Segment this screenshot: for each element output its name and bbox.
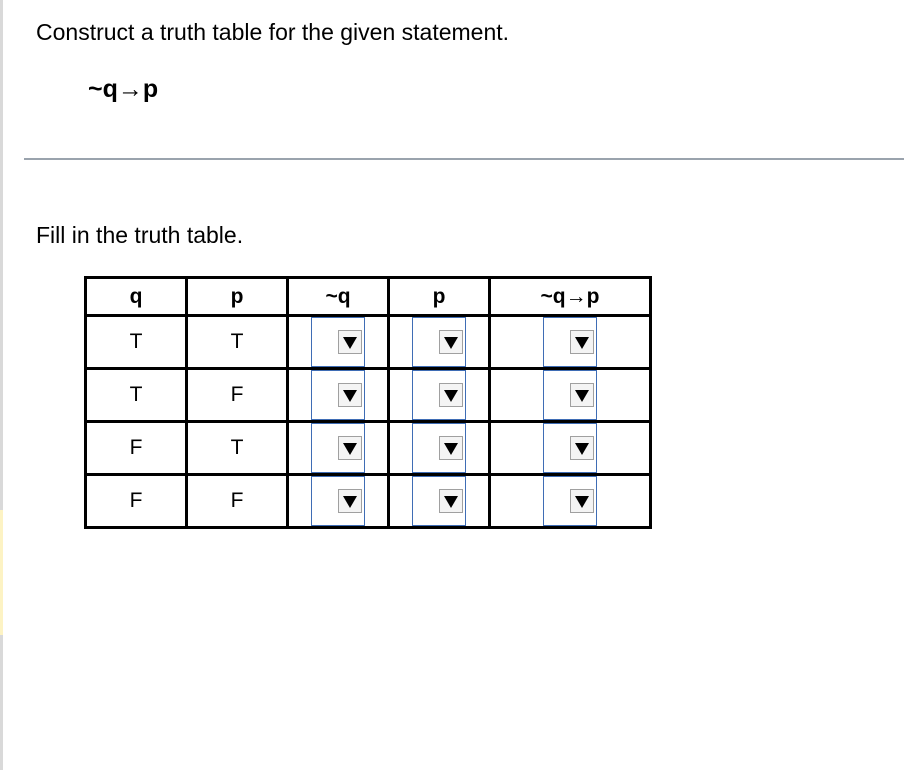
p-repeat-dropdown[interactable]: [412, 423, 466, 473]
left-border: [0, 0, 3, 770]
dropdown-arrow-icon[interactable]: [439, 330, 463, 354]
statement-result-cell: [490, 475, 651, 528]
statement-result-dropdown[interactable]: [543, 476, 597, 526]
header-p: p: [187, 278, 288, 316]
question-prompt: Construct a truth table for the given statement.: [36, 19, 510, 45]
header-p-repeat: p: [389, 278, 490, 316]
not-q-dropdown[interactable]: [311, 370, 365, 420]
logic-statement: ~q→p: [88, 75, 159, 103]
dropdown-arrow-icon[interactable]: [439, 489, 463, 513]
statement-result-cell: [490, 369, 651, 422]
cell-p: T: [187, 316, 288, 369]
header-statement: ~q→p: [490, 278, 651, 316]
p-repeat-cell: [389, 475, 490, 528]
dropdown-arrow-icon[interactable]: [338, 330, 362, 354]
not-q-dropdown[interactable]: [311, 423, 365, 473]
dropdown-arrow-icon[interactable]: [338, 489, 362, 513]
dropdown-arrow-icon[interactable]: [570, 489, 594, 513]
table-row: [86, 316, 651, 369]
not-q-cell: [288, 475, 389, 528]
statement-result-cell: [490, 316, 651, 369]
cell-p: F: [187, 369, 288, 422]
dropdown-arrow-icon[interactable]: [570, 330, 594, 354]
cell-q: F: [86, 422, 187, 475]
not-q-dropdown[interactable]: [311, 317, 365, 367]
dropdown-arrow-icon[interactable]: [338, 383, 362, 407]
cell-q: T: [86, 316, 187, 369]
cell-p: T: [187, 422, 288, 475]
p-repeat-dropdown[interactable]: [412, 317, 466, 367]
statement-result-dropdown[interactable]: [543, 423, 597, 473]
table-row: [86, 369, 651, 422]
dropdown-arrow-icon[interactable]: [439, 383, 463, 407]
cell-p: F: [187, 475, 288, 528]
p-repeat-cell: [389, 422, 490, 475]
statement-result-dropdown[interactable]: [543, 370, 597, 420]
cell-q: T: [86, 369, 187, 422]
statement-result-dropdown[interactable]: [543, 317, 597, 367]
instruction-text: Fill in the truth table.: [36, 222, 244, 248]
dropdown-arrow-icon[interactable]: [439, 436, 463, 460]
statement-result-cell: [490, 422, 651, 475]
dropdown-arrow-icon[interactable]: [570, 383, 594, 407]
not-q-cell: [288, 316, 389, 369]
cell-q: F: [86, 475, 187, 528]
left-accent-bar: [0, 510, 3, 635]
header-not-q: ~q: [288, 278, 389, 316]
not-q-cell: [288, 369, 389, 422]
p-repeat-dropdown[interactable]: [412, 476, 466, 526]
section-divider: [24, 158, 904, 160]
not-q-dropdown[interactable]: [311, 476, 365, 526]
table-row: [86, 475, 651, 528]
p-repeat-cell: [389, 369, 490, 422]
table-row: [86, 422, 651, 475]
p-repeat-dropdown[interactable]: [412, 370, 466, 420]
p-repeat-cell: [389, 316, 490, 369]
dropdown-arrow-icon[interactable]: [338, 436, 362, 460]
truth-table: [84, 276, 652, 529]
not-q-cell: [288, 422, 389, 475]
truth-table-header-row: [86, 278, 651, 316]
header-q: q: [86, 278, 187, 316]
dropdown-arrow-icon[interactable]: [570, 436, 594, 460]
